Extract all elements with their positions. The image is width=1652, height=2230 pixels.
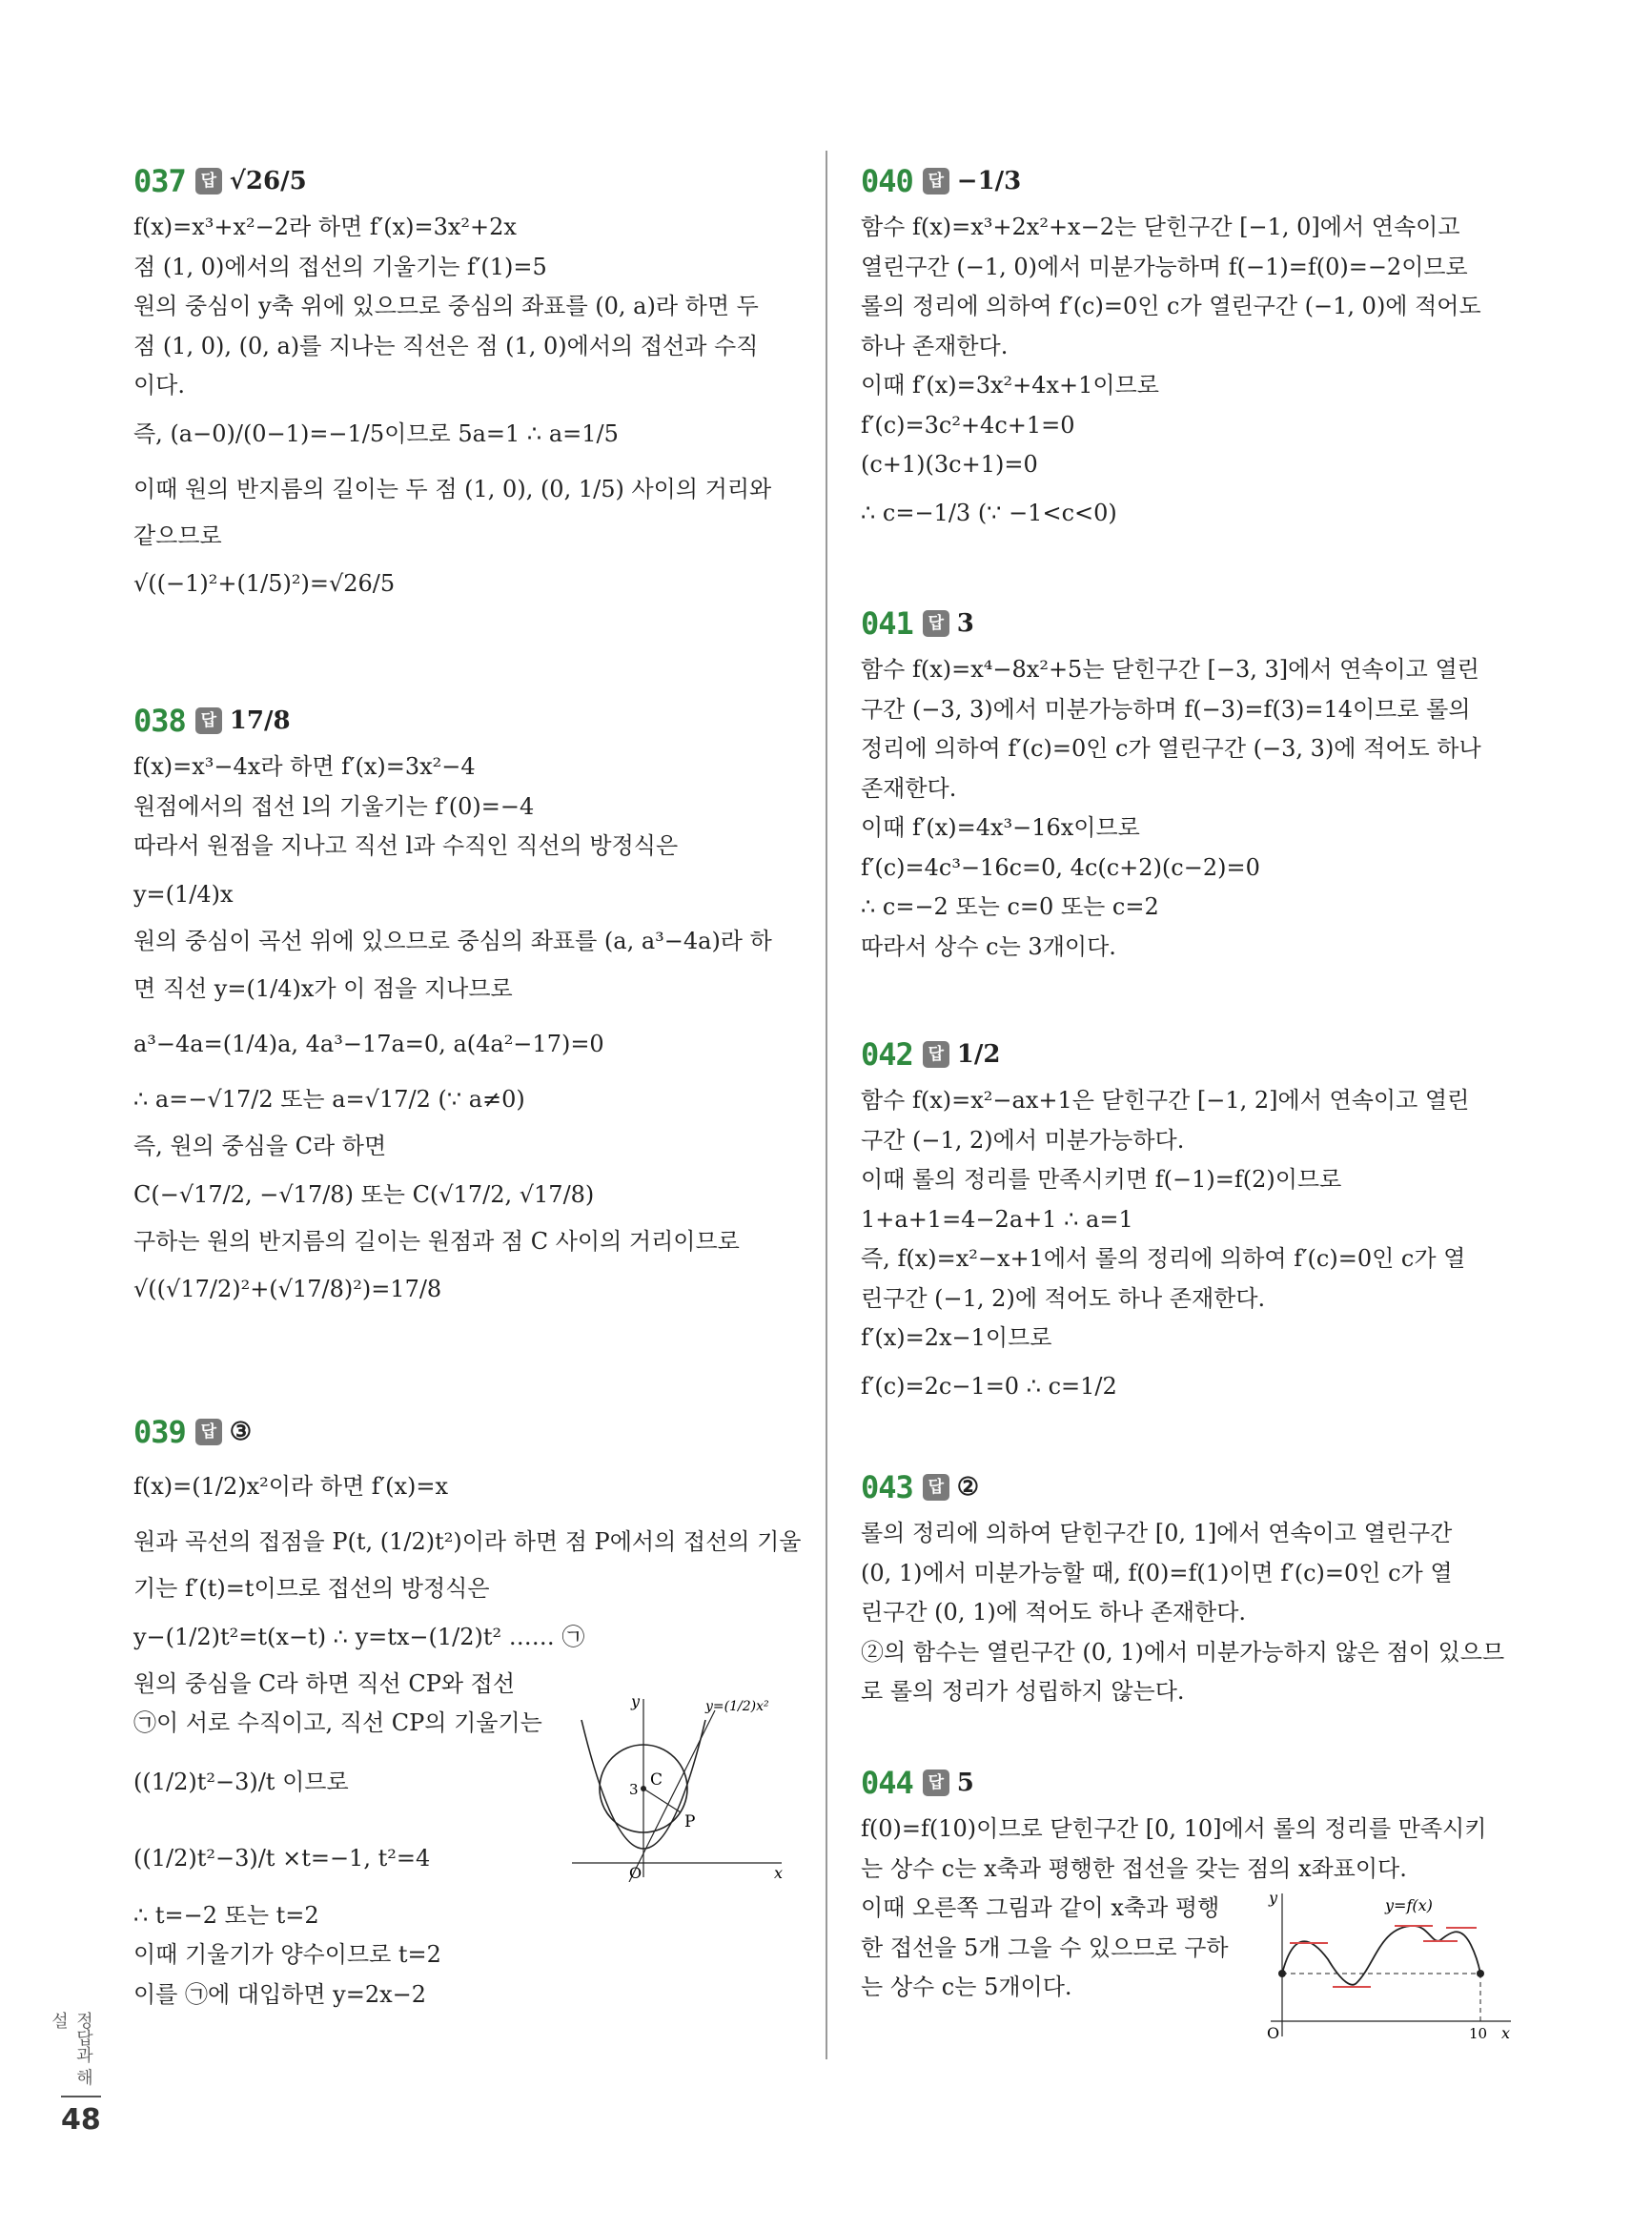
answer-badge: 답 [195, 707, 222, 734]
answer-badge: 답 [195, 1419, 222, 1445]
solution-line: 함수 f(x)=x²−ax+1은 닫힌구간 [−1, 2]에서 연속이고 열린 [861, 1087, 1470, 1114]
point-p-label: P [684, 1812, 696, 1831]
solution-line: 면 직선 y=(1/4)x가 이 점을 지나므로 [133, 975, 513, 1002]
curve-label: y=f(x) [1385, 1896, 1433, 1914]
end-point [1477, 1970, 1484, 1977]
solution-line: 이때 f′(x)=3x²+4x+1이므로 [861, 372, 1159, 399]
solution-line: y=(1/4)x [133, 880, 234, 908]
solution-line: y−(1/2)t²=t(x−t) ∴ y=tx−(1/2)t² …… ㉠ [133, 1623, 585, 1650]
solution-line: 정리에 의하여 f′(c)=0인 c가 열린구간 (−3, 3)에 적어도 하나 [861, 735, 1481, 762]
solution-line: 이때 롤의 정리를 만족시키면 f(−1)=f(2)이므로 [861, 1166, 1342, 1193]
solution-line: 는 상수 c는 x축과 평행한 접선을 갖는 점의 x좌표이다. [861, 1854, 1407, 1882]
solution-line: 이때 f′(x)=4x³−16x이므로 [861, 814, 1140, 841]
problem-040 [861, 154, 1519, 541]
problem-number: 038 [133, 703, 186, 739]
solution-body [861, 1081, 1519, 1414]
solution-line: 이때 기울기가 양수이므로 t=2 [133, 1941, 441, 1968]
solution-line: 원점에서의 접선 l의 기울기는 f′(0)=−4 [133, 792, 535, 820]
solution-line: 열린구간 (−1, 0)에서 미분가능하며 f(−1)=f(0)=−2이므로 [861, 253, 1468, 280]
tick-label: 10 [1469, 2025, 1488, 2040]
solution-line: 같으므로 [133, 522, 222, 549]
answer-value: ③ [229, 1418, 253, 1446]
page-number-rule [61, 2096, 101, 2097]
solution-line: √((√17/2)²+(√17/8)²)=17/8 [133, 1276, 442, 1302]
problem-044 [861, 1756, 1519, 2040]
solution-line: 는 상수 c는 5개이다. [861, 1974, 1072, 2000]
problem-header [861, 1461, 1519, 1514]
center-label: C [650, 1770, 663, 1790]
problem-header [861, 1028, 1519, 1081]
solution-line: f′(c)=2c−1=0 ∴ c=1/2 [861, 1372, 1117, 1400]
solution-line: ②의 함수는 열린구간 (0, 1)에서 미분가능하지 않은 점이 있으므 [861, 1638, 1505, 1666]
solution-line: 따라서 상수 c는 3개이다. [861, 932, 1116, 960]
solution-body [133, 208, 791, 611]
answer-badge: 답 [923, 610, 949, 637]
answer-value: 1/2 [956, 1040, 1001, 1069]
solution-line: ((1/2)t²−3)/t 이므로 [133, 1768, 349, 1795]
answer-badge: 답 [923, 1474, 949, 1501]
solution-line: 롤의 정리에 의하여 닫힌구간 [0, 1]에서 연속이고 열린구간 [861, 1520, 1453, 1546]
solution-line: 즉, f(x)=x²−x+1에서 롤의 정리에 의하여 f′(c)=0인 c가 열 [861, 1245, 1466, 1272]
solution-line: ∴ c=−2 또는 c=0 또는 c=2 [861, 893, 1159, 920]
solution-line: 로 롤의 정리가 성립하지 않는다. [861, 1678, 1185, 1705]
answer-value: −1/3 [956, 167, 1022, 195]
problem-header [861, 154, 1519, 208]
y-axis-label: y [631, 1692, 641, 1710]
solution-line: 이를 ㉠에 대입하면 y=2x−2 [133, 1980, 427, 2008]
page-number: 48 [61, 2103, 101, 2137]
solution-line: 점 (1, 0)에서의 접선의 기울기는 f′(1)=5 [133, 253, 547, 280]
problem-number: 037 [133, 163, 186, 199]
x-axis-label: x [774, 1864, 784, 1882]
problem-header [133, 694, 791, 747]
solution-line: 즉, (a−0)/(0−1)=−1/5이므로 5a=1 ∴ a=1/5 [133, 419, 619, 447]
solution-line: f′(c)=3c²+4c+1=0 [861, 411, 1075, 439]
problem-header [133, 154, 791, 208]
curve-label: y=(1/2)x² [705, 1699, 769, 1714]
solution-line: f′(c)=4c³−16c=0, 4c(c+2)(c−2)=0 [861, 853, 1260, 881]
solution-line: 한 접선을 5개 그을 수 있으므로 구하 [861, 1933, 1229, 1961]
tick-label: 3 [629, 1781, 639, 1798]
solution-line: 함수 f(x)=x⁴−8x²+5는 닫힌구간 [−3, 3]에서 연속이고 열린 [861, 656, 1479, 683]
solution-line: 구간 (−3, 3)에서 미분가능하며 f(−3)=f(3)=14이므로 롤의 [861, 695, 1471, 723]
solution-line: f(0)=f(10)이므로 닫힌구간 [0, 10]에서 롤의 정리를 만족시키 [861, 1815, 1487, 1842]
problem-number: 040 [861, 163, 913, 199]
answer-badge: 답 [923, 1770, 949, 1796]
solution-line: 이다. [133, 372, 185, 399]
solution-line: ∴ t=−2 또는 t=2 [133, 1901, 319, 1929]
solution-line: 이때 원의 반지름의 길이는 두 점 (1, 0), (0, 1/5) 사이의 거리와 [133, 475, 772, 502]
solution-line: f(x)=(1/2)x²이라 하면 f′(x)=x [133, 1473, 448, 1500]
solution-line: ∴ c=−1/3 (∵ −1<c<0) [861, 499, 1117, 526]
solution-body [861, 650, 1519, 967]
solution-line: (c+1)(3c+1)=0 [861, 451, 1038, 478]
solution-line: 롤의 정리에 의하여 f′(c)=0인 c가 열린구간 (−1, 0)에 적어도 [861, 293, 1481, 319]
answer-value: ② [956, 1473, 980, 1502]
function-curve [1282, 1926, 1480, 1985]
center-point [641, 1786, 646, 1791]
solution-line: 1+a+1=4−2a+1 ∴ a=1 [861, 1205, 1133, 1233]
rolle-tangent-figure [1261, 1888, 1519, 2040]
problem-number: 042 [861, 1036, 913, 1073]
answer-badge: 답 [923, 168, 949, 194]
radius-cp-line [643, 1789, 681, 1812]
answer-badge: 답 [195, 168, 222, 194]
solution-line: 하나 존재한다. [861, 332, 1009, 359]
solution-line: ((1/2)t²−3)/t ×t=−1, t²=4 [133, 1844, 431, 1872]
start-point [1278, 1970, 1286, 1977]
parabola-circle-figure [562, 1691, 791, 1882]
origin-label: O [1267, 2024, 1280, 2040]
tangent-line [629, 1710, 715, 1882]
column-divider [826, 151, 827, 2059]
solution-line: f(x)=x³−4x라 하면 f′(x)=3x²−4 [133, 753, 476, 780]
problem-header [861, 597, 1519, 650]
answer-badge: 답 [923, 1041, 949, 1068]
solution-line: C(−√17/2, −√17/8) 또는 C(√17/2, √17/8) [133, 1180, 595, 1208]
x-axis-label: x [1501, 2024, 1511, 2040]
answer-value: 17/8 [229, 706, 291, 735]
solution-line: 원의 중심을 C라 하면 직선 CP와 접선 [133, 1669, 516, 1697]
solution-body [133, 747, 791, 1317]
solution-line: 기는 f′(t)=t이므로 접선의 방정식은 [133, 1575, 490, 1602]
solution-line: ㉠이 서로 수직이고, 직선 CP의 기울기는 [133, 1709, 542, 1736]
solution-line: a³−4a=(1/4)a, 4a³−17a=0, a(4a²−17)=0 [133, 1031, 604, 1057]
problem-number: 041 [861, 605, 913, 642]
solution-line: ∴ a=−√17/2 또는 a=√17/2 (∵ a≠0) [133, 1086, 525, 1113]
solution-line: 린구간 (−1, 2)에 적어도 하나 존재한다. [861, 1284, 1266, 1312]
solution-line: 구간 (−1, 2)에서 미분가능하다. [861, 1126, 1185, 1154]
answer-value: 5 [956, 1769, 974, 1797]
problem-041 [861, 597, 1519, 967]
solution-line: 즉, 원의 중심을 C라 하면 [133, 1133, 387, 1159]
solution-line: 원의 중심이 y축 위에 있으므로 중심의 좌표를 (0, a)라 하면 두 [133, 293, 759, 319]
problem-042 [861, 1028, 1519, 1414]
solution-line: 점 (1, 0), (0, a)를 지나는 직선은 점 (1, 0)에서의 접선과 수직 [133, 332, 759, 359]
solution-line: f′(x)=2x−1이므로 [861, 1324, 1052, 1351]
solution-line: 원의 중심이 곡선 위에 있으므로 중심의 좌표를 (a, a³−4a)라 하 [133, 927, 772, 954]
solution-line: (0, 1)에서 미분가능할 때, f(0)=f(1)이면 f′(c)=0인 c가 열 [861, 1559, 1453, 1586]
problem-header [133, 1405, 791, 1459]
answer-value: 3 [956, 609, 974, 638]
solution-line: 따라서 원점을 지나고 직선 l과 수직인 직선의 방정식은 [133, 832, 679, 859]
problem-043 [861, 1461, 1519, 1712]
problem-header [861, 1756, 1519, 1810]
y-axis-label: y [1269, 1889, 1278, 1907]
answer-value: √26/5 [229, 167, 307, 195]
solution-line: 원과 곡선의 접점을 P(t, (1/2)t²)이라 하면 점 P에서의 접선의 기울 [133, 1528, 802, 1555]
problem-039 [133, 1405, 802, 2015]
solution-line: 존재한다. [861, 774, 957, 802]
side-section-label: 정답과 해설 [49, 2012, 93, 2086]
solution-body [861, 1514, 1519, 1712]
origin-label: O [629, 1864, 642, 1882]
solution-line: √((−1)²+(1/5)²)=√26/5 [133, 570, 396, 597]
problem-number: 044 [861, 1765, 913, 1801]
solution-line: 린구간 (0, 1)에 적어도 하나 존재한다. [861, 1599, 1247, 1626]
solution-line: f(x)=x³+x²−2라 하면 f′(x)=3x²+2x [133, 214, 517, 240]
solution-body [861, 208, 1519, 541]
problem-number: 039 [133, 1414, 186, 1450]
solution-line: 이때 오른쪽 그림과 같이 x축과 평행 [861, 1894, 1220, 1921]
solution-line: 함수 f(x)=x³+2x²+x−2는 닫힌구간 [−1, 0]에서 연속이고 [861, 214, 1460, 240]
problem-number: 043 [861, 1469, 913, 1505]
problem-037 [133, 154, 791, 611]
problem-038 [133, 694, 791, 1317]
solution-line: 구하는 원의 반지름의 길이는 원점과 점 C 사이의 거리이므로 [133, 1227, 740, 1255]
